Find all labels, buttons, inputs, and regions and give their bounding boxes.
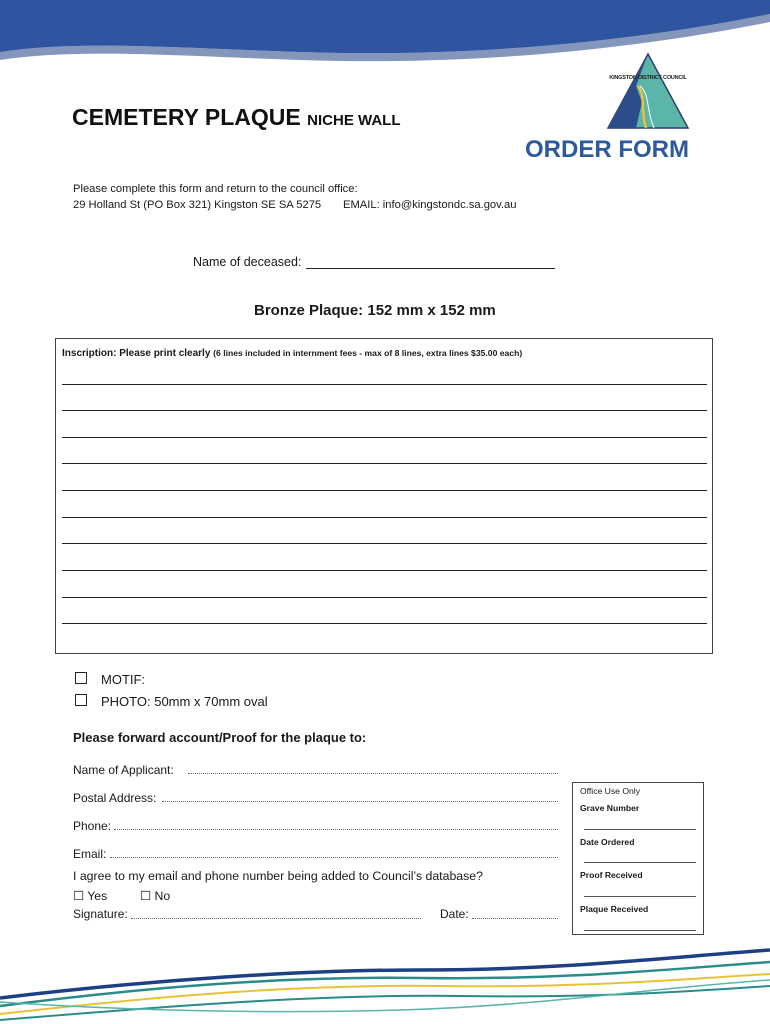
signature-field[interactable] xyxy=(131,918,421,919)
consent-no-option[interactable]: ☐ No xyxy=(140,889,171,903)
proof-received-label: Proof Received xyxy=(580,870,643,880)
plaque-received-field[interactable] xyxy=(584,930,696,931)
council-logo-text: KINGSTON DISTRICT COUNCIL xyxy=(609,75,687,81)
inscription-label xyxy=(62,348,522,359)
page-title xyxy=(72,104,400,131)
photo-label: PHOTO: 50mm x 70mm oval xyxy=(101,694,268,709)
intro-email: EMAIL: info@kingstondc.sa.gov.au xyxy=(343,199,517,211)
postal-address-field[interactable] xyxy=(162,801,558,802)
inscription-line-7[interactable] xyxy=(62,543,707,544)
motif-label: MOTIF: xyxy=(101,672,146,687)
inscription-line-10[interactable] xyxy=(62,623,707,624)
intro-line-1: Please complete this form and return to the council office: xyxy=(73,183,358,195)
plaque-received-label: Plaque Received xyxy=(580,904,649,914)
inscription-line-9[interactable] xyxy=(62,597,707,598)
date-label: Date: xyxy=(440,907,469,921)
footer-wave-decoration xyxy=(0,940,770,1024)
phone-field[interactable] xyxy=(114,829,558,830)
order-form-heading: ORDER FORM xyxy=(525,136,689,163)
grave-number-field[interactable] xyxy=(584,829,696,830)
applicant-label: Name of Applicant: xyxy=(73,763,174,777)
inscription-line-5[interactable] xyxy=(62,490,707,491)
date-ordered-label: Date Ordered xyxy=(580,837,635,847)
deceased-name-field[interactable] xyxy=(306,268,555,269)
date-ordered-field[interactable] xyxy=(584,862,696,863)
office-use-title: Office Use Only xyxy=(580,786,641,796)
email-label: Email: xyxy=(73,847,107,861)
intro-address: 29 Holland St (PO Box 321) Kingston SE SA 5275 xyxy=(73,199,322,211)
inscription-line-8[interactable] xyxy=(62,570,707,571)
inscription-box xyxy=(55,338,713,654)
inscription-line-3[interactable] xyxy=(62,437,707,438)
inscription-line-2[interactable] xyxy=(62,410,707,411)
photo-checkbox[interactable] xyxy=(75,694,87,706)
applicant-name-field[interactable] xyxy=(188,773,558,774)
deceased-label: Name of deceased: xyxy=(193,255,302,269)
council-logo xyxy=(606,52,690,130)
signature-label: Signature: xyxy=(73,907,128,921)
plaque-size-heading: Bronze Plaque: 152 mm x 152 mm xyxy=(254,302,496,319)
inscription-line-6[interactable] xyxy=(62,517,707,518)
inscription-line-4[interactable] xyxy=(62,463,707,464)
inscription-label-main: Inscription: Please print clearly xyxy=(62,348,211,359)
postal-address-label: Postal Address: xyxy=(73,791,157,805)
motif-checkbox[interactable] xyxy=(75,672,87,684)
consent-yes-option[interactable]: ☐ Yes xyxy=(73,889,108,903)
proof-received-field[interactable] xyxy=(584,896,696,897)
email-field[interactable] xyxy=(110,857,558,858)
inscription-line-1[interactable] xyxy=(62,384,707,385)
date-field[interactable] xyxy=(472,918,558,919)
forward-heading: Please forward account/Proof for the plaque to: xyxy=(73,730,367,745)
inscription-note: (6 lines included in internment fees - max of 8 lines, extra lines $35.00 each) xyxy=(213,348,523,358)
title-main: CEMETERY PLAQUE xyxy=(72,104,301,130)
grave-number-label: Grave Number xyxy=(580,803,640,813)
phone-label: Phone: xyxy=(73,819,112,833)
database-consent-question: I agree to my email and phone number being added to Council’s database? xyxy=(73,869,483,883)
title-sub: NICHE WALL xyxy=(307,112,401,129)
